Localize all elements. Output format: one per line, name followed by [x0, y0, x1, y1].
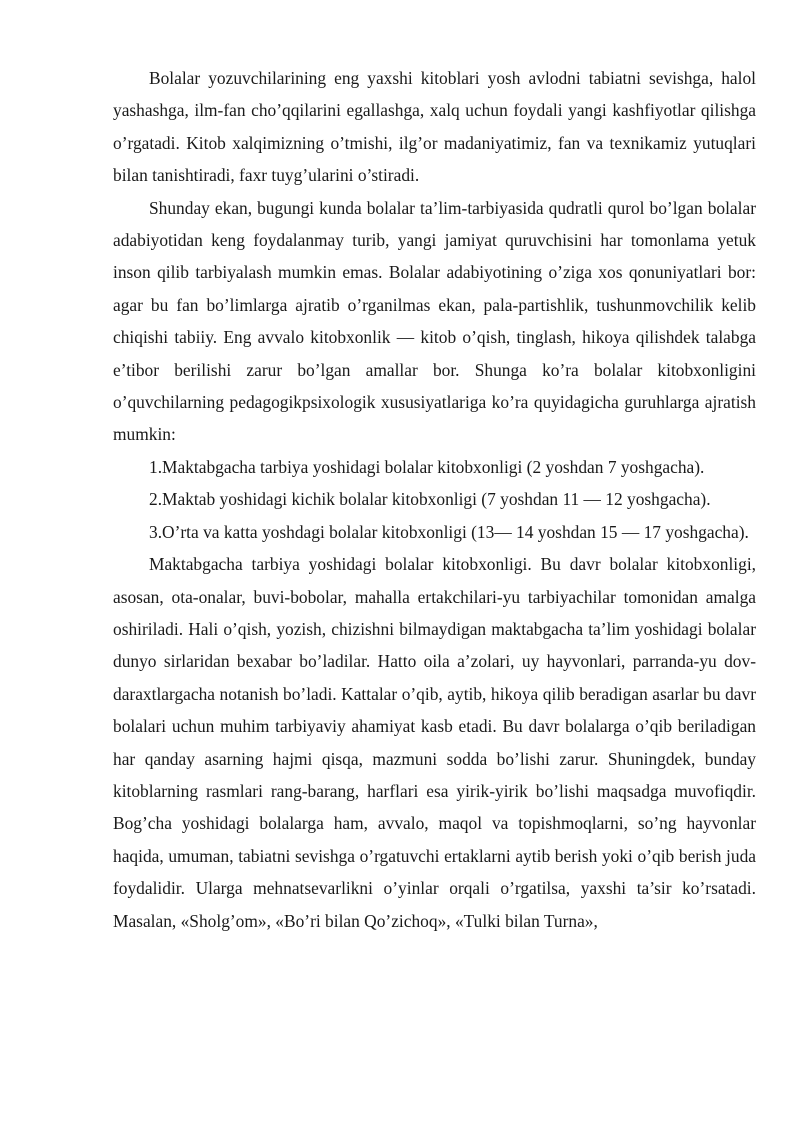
list-item-preschool-readers: 1.Maktabgacha tarbiya yoshidagi bolalar kitobxonligi (2 yoshdan 7 yoshgacha). — [149, 456, 705, 477]
paragraph-intro: Bolalar yozuvchilarining eng yaxshi kitoblari yosh avlodni tabiatni sevishga, halol yashashga, ilm-fan cho’qqilarini egallashga, xalq uchun foydali yangi kashfiyotlar qilishga o’rgatadi. Kitob xalqimizning o’tmishi, ilg’or madaniyatimiz, fan va texnikamiz yutuqlari bilan tanishtiradi, faxr tuyg’ularini o’stiradi. — [113, 68, 756, 186]
paragraph-preschool-reading: Maktabgacha tarbiya yoshidagi bolalar kitobxonligi. Bu davr bolalar kitobxonligi, asosan, ota-onalar, buvi-bobolar, mahalla ertakchilari-yu tarbiyachilar tomonidan amalga oshiriladi. Hali o’qish, yozish, chizishni bilmaydigan maktabgacha ta’lim yoshidagi bolalar dunyo sirlaridan bexabar bo’ladilar. Hatto oila a’zolari, uy hayvonlari, parranda-yu dov-daraxtlargacha notanish bo’ladi. Kattalar o’qib, aytib, hikoya qilib beradigan asarlar bu davr bolalari uchun muhim tarbiyaviy ahamiyat kasb etadi. Bu davr bolalarga o’qib beriladigan har qanday asarning hajmi qisqa, mazmuni sodda bo’lishi zarur. Shuningdek, bunday kitoblarning rasmlari rang-barang, harflari esa yirik-yirik bo’lishi maqsadga muvofiqdir. Bog’cha yoshidagi bolalarga ham, avvalo, maqol va topishmoqlarni, so’ng hayvonlar haqida, umuman, tabiatni sevishga o’rgatuvchi ertaklarni aytib berish yoki o’qib berish juda foydalidir. Ularga mehnatsevarlikni o’yinlar orqali o’rgatilsa, yaxshi ta’sir ko’rsatadi. Masalan, «Sholg’om», «Bo’ri bilan Qo’zichoq», «Tulki bilan Turna», — [113, 554, 756, 931]
paragraph-literature-importance: Shunday ekan, bugungi kunda bolalar ta’lim-tarbiyasida qudratli qurol bo’lgan bolalar adabiyotidan keng foydalanmay turib, yangi jamiyat quruvchisini har tomonlama yetuk inson qilib tarbiyalash mumkin emas. Bolalar adabiyotining o’ziga xos qonuniyatlari bor: agar bu fan bo’limlarga ajratib o’rganilmas ekan, pala-partishlik, tushunmovchilik kelib chiqishi tabiiy. Eng avvalo kitobxonlik — kitob o’qish, tinglash, hikoya qilishdek talabga e’tibor berilishi zarur bo’lgan amallar bor. Shunga ko’ra bolalar kitobxonligini o’quvchilarning pedagogikpsixologik xususiyatlariga ko’ra quyidagicha guruhlarga ajratish mumkin: — [113, 197, 756, 445]
document-page — [113, 62, 756, 937]
list-item-senior-readers: 3.O’rta va katta yoshdagi bolalar kitobxonligi (13— 14 yoshdan 15 — 17 yoshgacha). — [149, 521, 749, 542]
list-item-junior-school-readers: 2.Maktab yoshidagi kichik bolalar kitobxonligi (7 yoshdan 11 — 12 yoshgacha). — [149, 489, 711, 510]
